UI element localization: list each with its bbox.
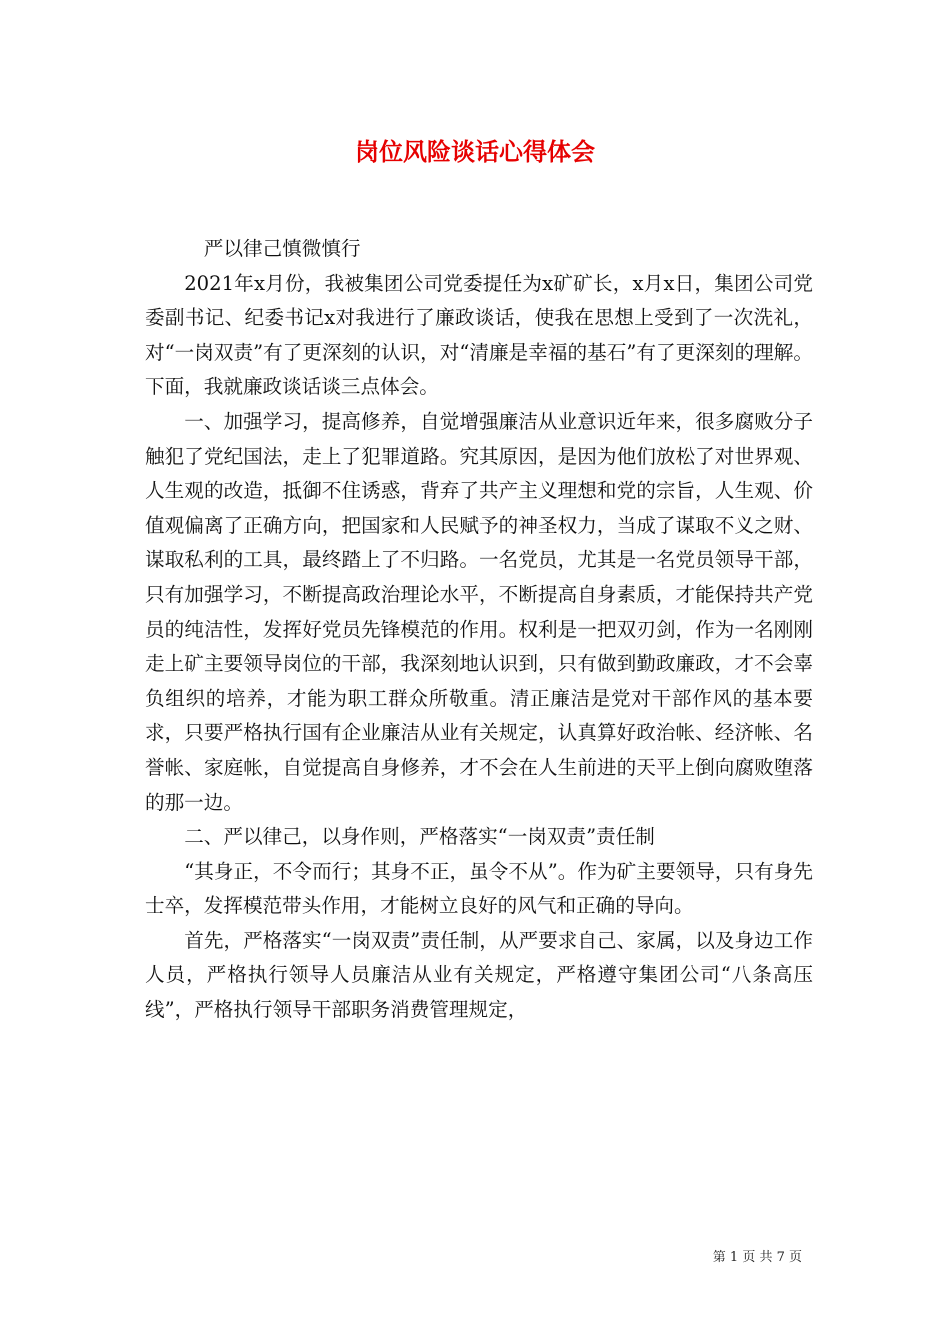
body-paragraph: 一、加强学习，提高修养，自觉增强廉洁从业意识近年来，很多腐败分子触犯了党纪国法，走上了犯罪道路。究其原因，是因为他们放松了对世界观、人生观的改造，抵御不住诱惑，背弃了共产主义理想和党的宗旨，人生观、价值观偏离了正确方向，把国家和人民赋予的神圣权力，当成了谋取不义之财、谋取私利的工具，最终踏上了不归路。一名党员，尤其是一名党员领导干部，只有加强学习，不断提高政治理论水平，不断提高自身素质，才能保持共产党员的纯洁性，发挥好党员先锋模范的作用。权利是一把双刃剑，作为一名刚刚走上矿主要领导岗位的干部，我深刻地认识到，只有做到勤政廉政，才不会辜负组织的培养，才能为职工群众所敬重。清正廉洁是党对干部作风的基本要求，只要严格执行国有企业廉洁从业有关规定，认真算好政治帐、经济帐、名誉帐、家庭帐，自觉提高自身修养，才不会在人生前进的天平上倒向腐败堕落的那一边。 (145, 409, 813, 814)
page-number-footer: 第 1 页 共 7 页 (712, 1250, 802, 1265)
section-heading: 二、严以律己，以身作则，严格落实“一岗双责”责任制 (184, 825, 655, 849)
body-paragraph: 2021年x月份，我被集团公司党委提任为x矿矿长，x月x日，集团公司党委副书记、纪委书记x对我进行了廉政谈话，使我在思想上受到了一次洗礼，对“一岗双责”有了更深刻的认识，对“清廉是幸福的基石”有了更深刻的理解。下面，我就廉政谈话谈三点体会。 (145, 271, 813, 399)
document-body (145, 232, 813, 1028)
body-paragraph: “其身正，不令而行；其身不正，虽令不从”。作为矿主要领导，只有身先士卒，发挥模范带头作用，才能树立良好的风气和正确的导向。 (145, 859, 813, 918)
body-paragraph: 首先，严格落实“一岗双责”责任制，从严要求自己、家属，以及身边工作人员，严格执行领导人员廉洁从业有关规定，严格遵守集团公司“八条高压线”，严格执行领导干部职务消费管理规定， (145, 928, 813, 1022)
document-title: 岗位风险谈话心得体会 (355, 137, 595, 166)
subtitle-paragraph: 严以律己慎微慎行 (203, 237, 361, 260)
